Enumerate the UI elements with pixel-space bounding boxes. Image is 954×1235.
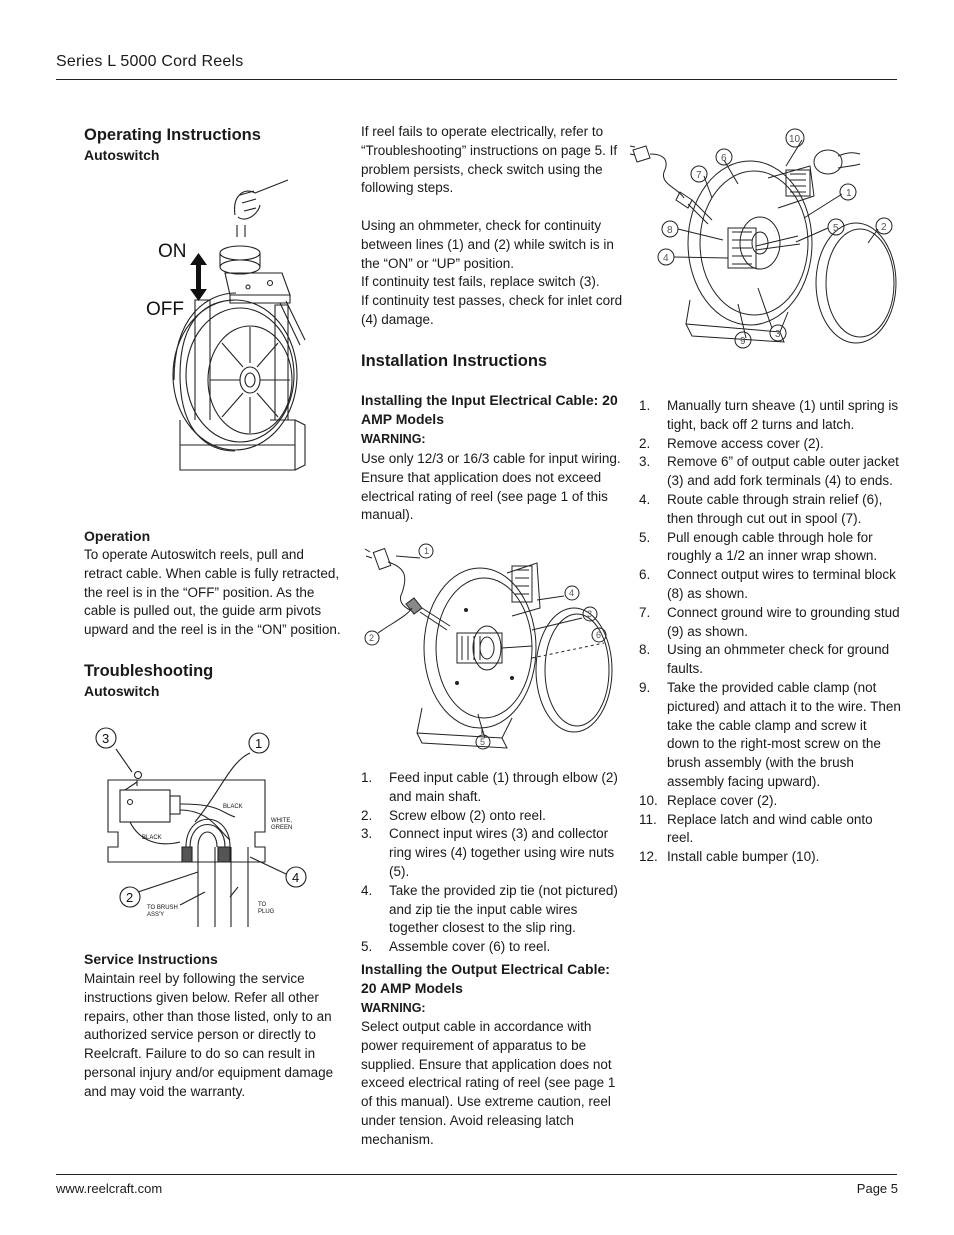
output-step-number: 4.	[639, 491, 651, 507]
output-step-number: 6.	[639, 567, 651, 583]
output-step	[639, 453, 901, 491]
output-step-text: Manually turn sheave (1) until spring is tight, back off 2 turns and latch.	[667, 398, 899, 432]
callout-6: 6	[721, 153, 727, 164]
input-step	[361, 882, 623, 938]
output-step-text: Connect output wires to terminal block (8) as shown.	[667, 567, 896, 601]
label-to: TO	[258, 902, 267, 908]
header-rule	[56, 79, 897, 80]
output-step	[639, 811, 901, 849]
input-step	[361, 807, 623, 826]
output-cable-heading: Installing the Output Electrical Cable: 20 AMP Models	[361, 961, 610, 996]
warning-text-2: Select output cable in accordance with power requirement of apparatus to be supplied. Ensure that application does not exceed electrical rating of reel (see page 1 of this manual). Use extreme caution, reel under tension. Avoid releasing latch mechanism.	[361, 1019, 616, 1147]
input-step-number: 5.	[361, 939, 373, 955]
callout-2: 2	[369, 633, 375, 643]
callout-4: 4	[569, 588, 575, 598]
output-step-text: Replace cover (2).	[667, 792, 778, 808]
label-green: GREEN	[271, 825, 293, 831]
operation-text: To operate Autoswitch reels, pull and retract cable. When cable is fully retracted, the reel is in the “OFF” position. As the cable is pulled out, the guide arm pivots upward and the reel is in the “ON” position.	[84, 547, 341, 638]
output-step	[639, 679, 901, 792]
output-step-number: 2.	[639, 435, 651, 451]
output-step	[639, 566, 901, 604]
label-plug: PLUG	[258, 909, 275, 915]
output-cable-steps	[639, 397, 901, 867]
output-step-text: Route cable through strain relief (6), then through cut out in spool (7).	[667, 491, 883, 526]
callout-1: 1	[255, 736, 263, 751]
output-step	[639, 604, 901, 642]
output-step-number: 8.	[639, 642, 651, 658]
input-step-text: Screw elbow (2) onto reel.	[389, 807, 546, 823]
callout-4: 4	[292, 870, 300, 885]
output-step	[639, 435, 901, 454]
intro-paragraph-1: If reel fails to operate electrically, refer to “Troubleshooting” instructions on page 5. If problem persists, check switch using the following steps.	[361, 124, 618, 196]
callout-6: 6	[596, 630, 602, 640]
output-step-text: Using an ohmmeter check for ground faults.	[667, 642, 890, 677]
callout-10: 10	[789, 134, 801, 145]
service-heading: Service Instructions	[84, 951, 218, 967]
input-step-number: 4.	[361, 882, 373, 898]
callout-5: 5	[480, 737, 486, 747]
label-black-1: BLACK	[223, 804, 243, 810]
input-cable-heading: Installing the Input Electrical Cable: 20 AMP Models	[361, 392, 618, 427]
output-step-number: 11.	[639, 811, 657, 827]
output-step-number: 9.	[639, 679, 651, 695]
input-step-text: Feed input cable (1) through elbow (2) and main shaft.	[389, 770, 618, 804]
installation-heading: Installation Instructions	[361, 352, 548, 370]
output-step-text: Connect ground wire to grounding stud (9) as shown.	[667, 604, 900, 639]
operating-heading: Operating Instructions	[84, 126, 261, 144]
callout-9: 9	[740, 336, 746, 347]
off-label: OFF	[146, 299, 184, 320]
switch-wiring-figure	[90, 722, 320, 932]
operation-heading: Operation	[84, 528, 151, 544]
output-step-text: Take the provided cable clamp (not pictured) and attach it to the wire. Then take the cable clamp and screw it down to the right-most screw on the brush assembly (with the brush assembly facing upward).	[667, 679, 901, 789]
intro-paragraph-4: If continuity test passes, check for inlet cord (4) damage.	[361, 293, 623, 327]
callout-2: 2	[881, 222, 887, 233]
input-step-number: 1.	[361, 770, 373, 785]
callout-3: 3	[775, 329, 781, 340]
input-cable-figure	[362, 538, 624, 754]
label-to-brush: TO BRUSH	[147, 905, 178, 911]
output-step-text: Replace latch and wind cable onto reel.	[667, 811, 873, 846]
output-step	[639, 491, 901, 529]
label-black-2: BLACK	[142, 835, 162, 841]
output-step-text: Pull enough cable through hole for roughly a 1/2 an inner wrap shown.	[667, 529, 878, 564]
output-step-text: Remove 6” of output cable outer jacket (3) and add fork terminals (4) to ends.	[667, 454, 899, 489]
output-step	[639, 397, 901, 435]
input-step	[361, 938, 623, 957]
input-step-number: 3.	[361, 826, 373, 842]
callout-2: 2	[126, 890, 134, 905]
label-assy: ASS'Y	[147, 912, 165, 918]
service-text: Maintain reel by following the service instructions given below. Refer all other repairs, other than those listed, only to an authorized service person or directly to Reelcraft. Failure to do so can result in personal injury and/or equipment damage and may void the warranty.	[84, 971, 334, 1099]
output-step-number: 3.	[639, 454, 651, 470]
input-step	[361, 825, 623, 881]
output-step-number: 1.	[639, 398, 651, 413]
output-step-text: Remove access cover (2).	[667, 435, 824, 451]
footer-rule	[56, 1174, 897, 1175]
output-step	[639, 641, 901, 679]
output-step	[639, 792, 901, 811]
callout-1: 1	[424, 546, 430, 556]
callout-7: 7	[696, 170, 702, 181]
callout-5: 5	[833, 223, 839, 234]
output-step-text: Install cable bumper (10).	[667, 849, 820, 865]
input-cable-steps	[361, 769, 623, 957]
input-step-text: Connect input wires (3) and collector ring wires (4) together using wire nuts (5).	[389, 826, 615, 879]
output-step	[639, 529, 901, 567]
callout-1: 1	[846, 188, 852, 199]
output-step-number: 5.	[639, 529, 651, 545]
footer-url[interactable]: www.reelcraft.com	[56, 1181, 163, 1196]
on-label: ON	[158, 241, 187, 262]
input-step-text: Take the provided zip tie (not pictured) and zip tie the input cable wires together closest to the slip ring.	[389, 882, 618, 936]
intro-paragraph-3: If continuity test fails, replace switch (3).	[361, 274, 600, 290]
output-step-number: 7.	[639, 604, 651, 620]
callout-3: 3	[587, 609, 593, 619]
output-cable-figure	[628, 128, 900, 350]
callout-4: 4	[663, 253, 669, 264]
output-step	[639, 848, 901, 867]
input-step-number: 2.	[361, 807, 373, 823]
document-title: Series L 5000 Cord Reels	[56, 53, 244, 70]
double-arrow-icon	[190, 253, 207, 301]
autoswitch-reel-figure	[140, 175, 310, 485]
label-white: WHITE,	[271, 818, 292, 824]
callout-8: 8	[667, 225, 673, 236]
output-step-number: 12.	[639, 849, 658, 865]
warning-label-1: WARNING:	[361, 432, 426, 446]
troubleshooting-intro	[361, 123, 623, 330]
autoswitch-subheading-2: Autoswitch	[84, 683, 160, 699]
input-step	[361, 769, 623, 807]
troubleshooting-heading: Troubleshooting	[84, 662, 214, 680]
intro-paragraph-2: Using an ohmmeter, check for continuity between lines (1) and (2) while switch is in the “ON” or “UP” position.	[361, 217, 614, 271]
output-step-number: 10.	[639, 792, 658, 808]
warning-text-1: Use only 12/3 or 16/3 cable for input wiring. Ensure that application does not exceed electrical rating of reel (see page 1 of this manual).	[361, 451, 621, 523]
warning-label-2: WARNING:	[361, 1001, 426, 1015]
autoswitch-subheading: Autoswitch	[84, 147, 160, 163]
input-step-text: Assemble cover (6) to reel.	[389, 939, 551, 955]
page-number: Page 5	[856, 1181, 898, 1196]
callout-3: 3	[102, 731, 110, 746]
